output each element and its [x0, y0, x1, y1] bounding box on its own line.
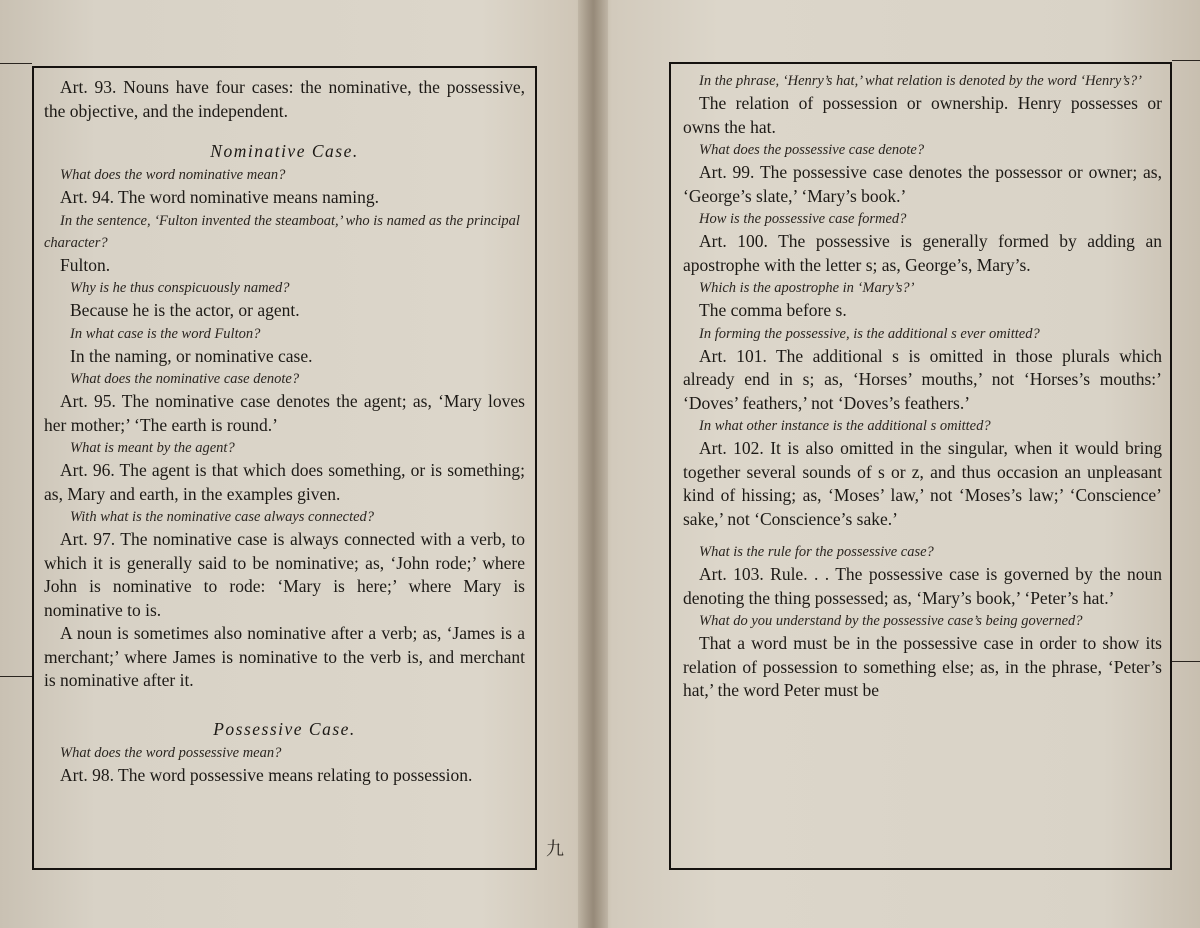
art-95-text: Art. 95. The nominative case denotes the agent; as, ‘Mary loves her mother;’ ‘The earth is round.’	[44, 391, 525, 435]
answer-must-be-possessive: That a word must be in the possessive case in order to show its relation of possession to something else; as, in the phrase, ‘Peter’s hat,’ the word Peter must be	[683, 633, 1162, 700]
art-102-text: Art. 102. It is also omitted in the singular, when it would bring together several sounds of s or z, and thus occasion an unpleasant kind of hissing; as, ‘Moses’ law,’ not ‘Moses’s law;’ ‘Conscience’ sake,’ not ‘Conscience’s sake.’	[683, 438, 1162, 529]
art-100-text: Art. 100. The possessive is generally formed by adding an apostrophe with the letter s; as, George’s, Mary’s.	[683, 231, 1162, 275]
left-outer-rule	[0, 63, 32, 64]
question-nominative-meaning: What does the word nominative mean?	[60, 167, 286, 183]
question-possessive-denote: What does the possessive case denote?	[699, 142, 925, 158]
question-nominative-denote: What does the nominative case denote?	[70, 371, 300, 387]
right-edge-rule	[1172, 661, 1200, 662]
question-possessive-rule: What is the rule for the possessive case?	[699, 544, 934, 560]
question-s-omitted: In forming the possessive, is the additional s ever omitted?	[699, 325, 1040, 342]
question-nominative-connected: With what is the nominative case always connected?	[70, 509, 375, 525]
answer-possession: The relation of possession or ownership. Henry possesses or owns the hat.	[683, 93, 1162, 137]
answer-nominative-case: In the naming, or nominative case.	[70, 345, 313, 366]
art-97-continued: A noun is sometimes also nominative after a verb; as, ‘James is a merchant;’ where James is nominative to the verb is, and merchant is nominative after it.	[44, 623, 525, 690]
art-94-text: Art. 94. The word nominative means naming.	[60, 187, 379, 207]
art-103-text: Art. 103. Rule. . . The possessive case is governed by the noun denoting the thing possessed; as, ‘Mary’s book,’ ‘Peter’s hat.’	[683, 564, 1162, 608]
left-edge-rule	[0, 676, 32, 677]
answer-fulton: Fulton.	[60, 254, 111, 275]
answer-comma-before-s: The comma before s.	[699, 300, 847, 320]
art-99-text: Art. 99. The possessive case denotes the possessor or owner; as, ‘George’s slate,’ ‘Mary’s book.’	[683, 162, 1162, 206]
nominative-case-heading: Nominative Case.	[210, 141, 359, 161]
question-fulton: In the sentence, ‘Fulton invented the steamboat,’ who is named as the principal character?	[44, 212, 520, 251]
question-henrys-hat: In the phrase, ‘Henry’s hat,’ what relation is denoted by the word ‘Henry’s?’	[699, 73, 1143, 89]
art-96-text: Art. 96. The agent is that which does something, or is something; as, Mary and earth, in the examples given.	[44, 460, 525, 504]
art-98-text: Art. 98. The word possessive means relating to possession.	[60, 764, 473, 785]
art-97-text: Art. 97. The nominative case is always connected with a verb, to which it is generally said to be nominative; as, ‘John rode;’ where John is nominative to rode: ‘Mary is here;’ where Mary is nominative to is.	[44, 529, 525, 620]
art-93-text: Art. 93. Nouns have four cases: the nominative, the possessive, the objective, and the independent.	[44, 77, 525, 121]
question-agent-meaning: What is meant by the agent?	[70, 440, 235, 456]
question-apostrophe: Which is the apostrophe in ‘Mary’s?’	[699, 280, 915, 296]
left-page	[32, 66, 537, 870]
question-case-of-fulton: In what case is the word Fulton?	[70, 325, 261, 342]
book-gutter	[578, 0, 608, 928]
answer-actor-agent: Because he is the actor, or agent.	[70, 300, 300, 320]
right-outer-rule	[1172, 60, 1200, 61]
question-possessive-meaning: What does the word possessive mean?	[60, 744, 282, 761]
possessive-case-heading: Possessive Case.	[213, 718, 356, 739]
page-mark: 九	[546, 839, 564, 859]
question-other-instance: In what other instance is the additional s omitted?	[699, 418, 991, 434]
right-page	[669, 62, 1172, 870]
question-possessive-governed: What do you understand by the possessive case’s being governed?	[699, 613, 1083, 629]
art-101-text: Art. 101. The additional s is omitted in those plurals which already end in s; as, ‘Horses’ mouths,’ not ‘Horses’s mouths:’ ‘Doves’ feathers,’ not ‘Doves’s feathers.’	[683, 345, 1162, 413]
question-conspicuously-named: Why is he thus conspicuously named?	[70, 280, 290, 296]
question-possessive-formed: How is the possessive case formed?	[699, 211, 907, 227]
